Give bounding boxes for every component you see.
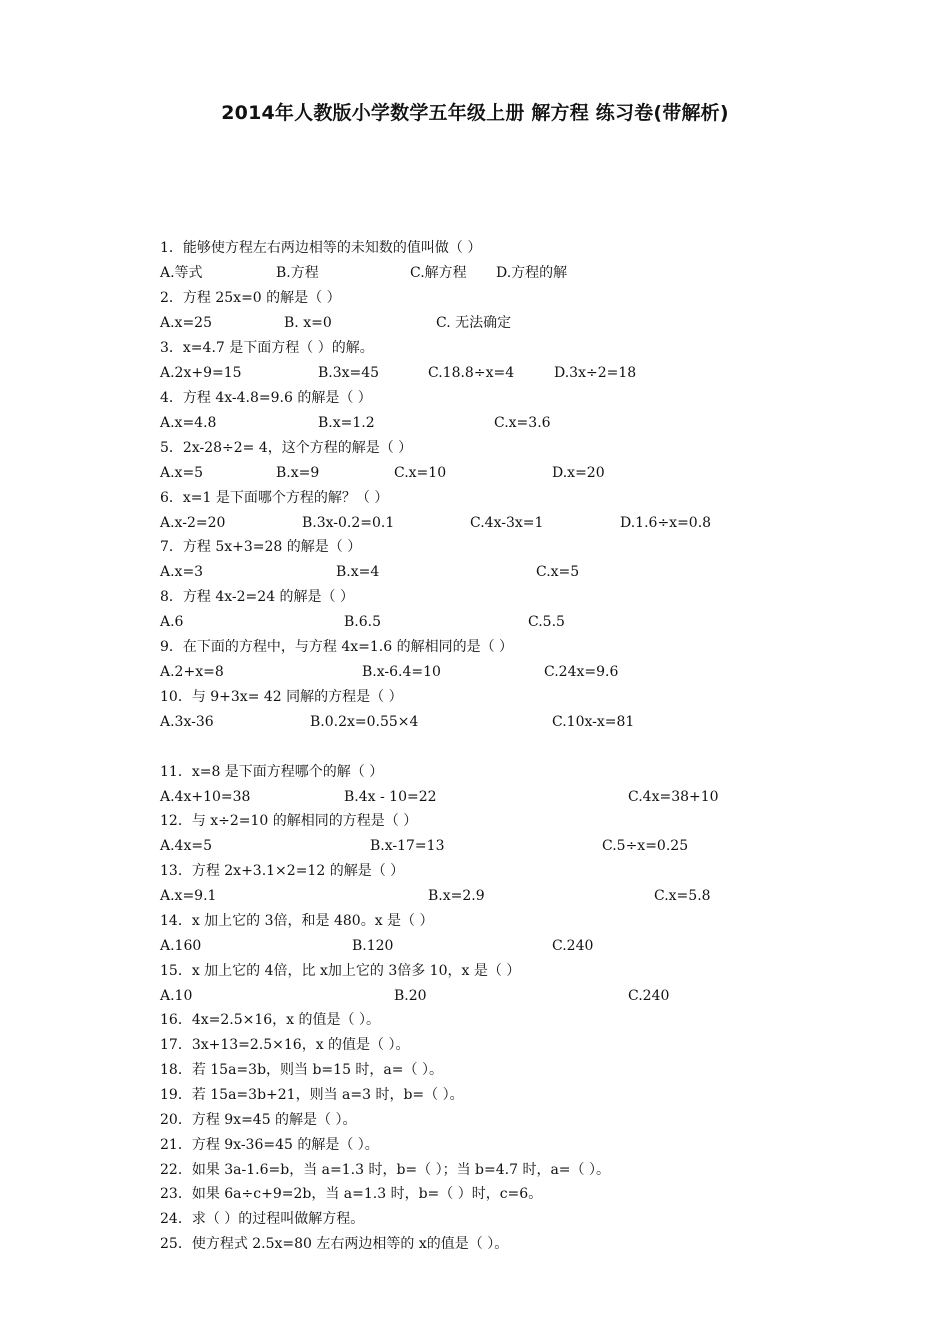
option-4b: B.x=1.2 (318, 415, 375, 431)
option-11b: B.4x - 10=22 (344, 789, 437, 805)
option-15a: A.10 (160, 988, 193, 1004)
question-3: 3．x=4.7 是下面方程（ ）的解。 (160, 340, 374, 356)
question-13: 13．方程 2x+3.1×2=12 的解是（ ） (160, 863, 405, 879)
option-5d: D.x=20 (552, 465, 605, 481)
question-25: 25．使方程式 2.5x=80 左右两边相等的 x的值是（ ）。 (160, 1236, 509, 1252)
option-9b: B.x-6.4=10 (362, 664, 441, 680)
option-12b: B.x-17=13 (370, 838, 445, 854)
question-4: 4．方程 4x-4.8=9.6 的解是（ ） (160, 390, 372, 406)
option-6a: A.x-2=20 (160, 515, 226, 531)
option-5b: B.x=9 (276, 465, 320, 481)
option-2b: B. x=0 (284, 315, 332, 331)
option-7a: A.x=3 (160, 564, 204, 580)
question-18: 18．若 15a=3b，则当 b=15 时，a=（ ）。 (160, 1062, 443, 1078)
options-9 (160, 660, 860, 684)
question-2: 2．方程 25x=0 的解是（ ） (160, 290, 341, 306)
option-12c: C.5÷x=0.25 (602, 838, 689, 854)
option-5a: A.x=5 (160, 465, 204, 481)
option-3a: A.2x+9=15 (160, 365, 242, 381)
question-8: 8．方程 4x-2=24 的解是（ ） (160, 589, 354, 605)
question-20: 20．方程 9x=45 的解是（ ）。 (160, 1112, 357, 1128)
option-15b: B.20 (394, 988, 427, 1004)
option-14a: A.160 (160, 938, 202, 954)
option-13a: A.x=9.1 (160, 888, 217, 904)
options-5 (160, 461, 860, 485)
option-14b: B.120 (352, 938, 394, 954)
question-10: 10．与 9+3x= 42 同解的方程是（ ） (160, 689, 403, 705)
option-3c: C.18.8÷x=4 (428, 365, 515, 381)
question-16: 16．4x=2.5×16，x 的值是（ ）。 (160, 1012, 380, 1028)
option-6b: B.3x-0.2=0.1 (302, 515, 395, 531)
option-4a: A.x=4.8 (160, 415, 217, 431)
option-10b: B.0.2x=0.55×4 (310, 714, 419, 730)
question-23: 23．如果 6a÷c+9=2b，当 a=1.3 时，b=（ ）时，c=6。 (160, 1186, 543, 1202)
options-12 (160, 834, 860, 858)
options-8 (160, 610, 860, 634)
option-2c: C. 无法确定 (436, 315, 512, 331)
option-6d: D.1.6÷x=0.8 (620, 515, 712, 531)
question-17: 17．3x+13=2.5×16，x 的值是（ ）。 (160, 1037, 410, 1053)
option-11c: C.4x=38+10 (628, 789, 719, 805)
question-5: 5．2x-28÷2= 4，这个方程的解是（ ） (160, 440, 413, 456)
option-9c: C.24x=9.6 (544, 664, 619, 680)
option-3d: D.3x÷2=18 (554, 365, 637, 381)
option-1c: C.解方程 (410, 265, 467, 281)
option-10c: C.10x-x=81 (552, 714, 635, 730)
question-9: 9．在下面的方程中，与方程 4x=1.6 的解相同的是（ ） (160, 639, 514, 655)
options-6 (160, 511, 860, 535)
question-19: 19．若 15a=3b+21，则当 a=3 时，b=（ ）。 (160, 1087, 464, 1103)
options-7 (160, 560, 860, 584)
option-1a: A.等式 (160, 265, 203, 281)
options-3 (160, 361, 860, 385)
option-7b: B.x=4 (336, 564, 380, 580)
options-15 (160, 984, 860, 1008)
options-4 (160, 411, 860, 435)
option-8c: C.5.5 (528, 614, 565, 630)
options-14 (160, 934, 860, 958)
option-1b: B.方程 (276, 265, 319, 281)
question-22: 22．如果 3a-1.6=b，当 a=1.3 时，b=（ ）；当 b=4.7 时，a=（ ）。 (160, 1162, 610, 1178)
option-9a: A.2+x=8 (160, 664, 224, 680)
option-10a: A.3x-36 (160, 714, 214, 730)
option-4c: C.x=3.6 (494, 415, 551, 431)
question-15: 15．x 加上它的 4倍，比 x加上它的 3倍多 10，x 是（ ） (160, 963, 521, 979)
options-2 (160, 311, 860, 335)
question-14: 14．x 加上它的 3倍，和是 480。x 是（ ） (160, 913, 434, 929)
question-21: 21．方程 9x-36=45 的解是（ ）。 (160, 1137, 379, 1153)
options-11 (160, 785, 860, 809)
option-12a: A.4x=5 (160, 838, 213, 854)
question-24: 24．求（ ）的过程叫做解方程。 (160, 1211, 365, 1227)
question-1: 1．能够使方程左右两边相等的未知数的值叫做（ ） (160, 240, 482, 256)
option-5c: C.x=10 (394, 465, 447, 481)
option-2a: A.x=25 (160, 315, 213, 331)
option-7c: C.x=5 (536, 564, 580, 580)
option-13b: B.x=2.9 (428, 888, 485, 904)
option-8b: B.6.5 (344, 614, 382, 630)
option-14c: C.240 (552, 938, 594, 954)
option-11a: A.4x+10=38 (160, 789, 251, 805)
options-10 (160, 710, 860, 734)
question-11: 11．x=8 是下面方程哪个的解（ ） (160, 764, 384, 780)
option-3b: B.3x=45 (318, 365, 380, 381)
question-12: 12．与 x÷2=10 的解相同的方程是（ ） (160, 813, 418, 829)
options-1 (160, 261, 860, 285)
question-7: 7．方程 5x+3=28 的解是（ ） (160, 539, 362, 555)
option-6c: C.4x-3x=1 (470, 515, 544, 531)
document-title: 2014年人教版小学数学五年级上册 解方程 练习卷(带解析) (221, 102, 729, 124)
option-8a: A.6 (160, 614, 184, 630)
option-1d: D.方程的解 (496, 265, 568, 281)
option-13c: C.x=5.8 (654, 888, 711, 904)
option-15c: C.240 (628, 988, 670, 1004)
options-13 (160, 884, 860, 908)
question-6: 6．x=1 是下面哪个方程的解？（ ） (160, 490, 389, 506)
